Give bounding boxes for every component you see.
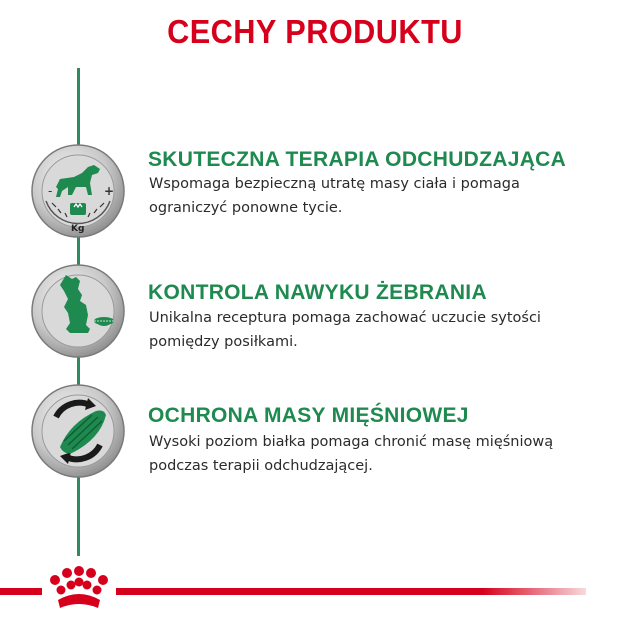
muscle-protection-icon (30, 383, 126, 479)
feature-description-line: Wspomaga bezpieczną utratę masy ciała i pomaga (149, 176, 520, 192)
feature-description-line: ograniczyć ponowne tycie. (149, 200, 343, 216)
feature-title: KONTROLA NAWYKU ŻEBRANIA (148, 281, 487, 304)
feature-description-line: pomiędzy posiłkami. (149, 334, 298, 350)
timeline-line (77, 68, 80, 148)
feature-title: OCHRONA MASY MIĘŚNIOWEJ (148, 404, 469, 427)
scale-plus-label: + (104, 184, 115, 198)
scale-minus-label: - (48, 184, 53, 198)
timeline-line (77, 474, 80, 556)
scale-unit-label: Kg (71, 224, 85, 234)
feature-description-line: podczas terapii odchudzającej. (149, 458, 373, 474)
footer-divider (0, 588, 42, 595)
page-title: CECHY PRODUKTU (167, 13, 463, 50)
feature-description-line: Unikalna receptura pomaga zachować uczucie sytości (149, 310, 541, 326)
feature-title: SKUTECZNA TERAPIA ODCHUDZAJĄCA (148, 148, 567, 171)
feature-description (149, 430, 614, 478)
feature-description (149, 306, 614, 354)
dog-weight-scale-icon (30, 143, 126, 239)
footer-divider (116, 588, 586, 595)
dog-begging-bowl-icon (30, 263, 126, 359)
feature-description (149, 172, 614, 220)
royal-canin-crown-icon (46, 566, 112, 616)
feature-description-line: Wysoki poziom białka pomaga chronić masę mięśniową (149, 434, 554, 450)
